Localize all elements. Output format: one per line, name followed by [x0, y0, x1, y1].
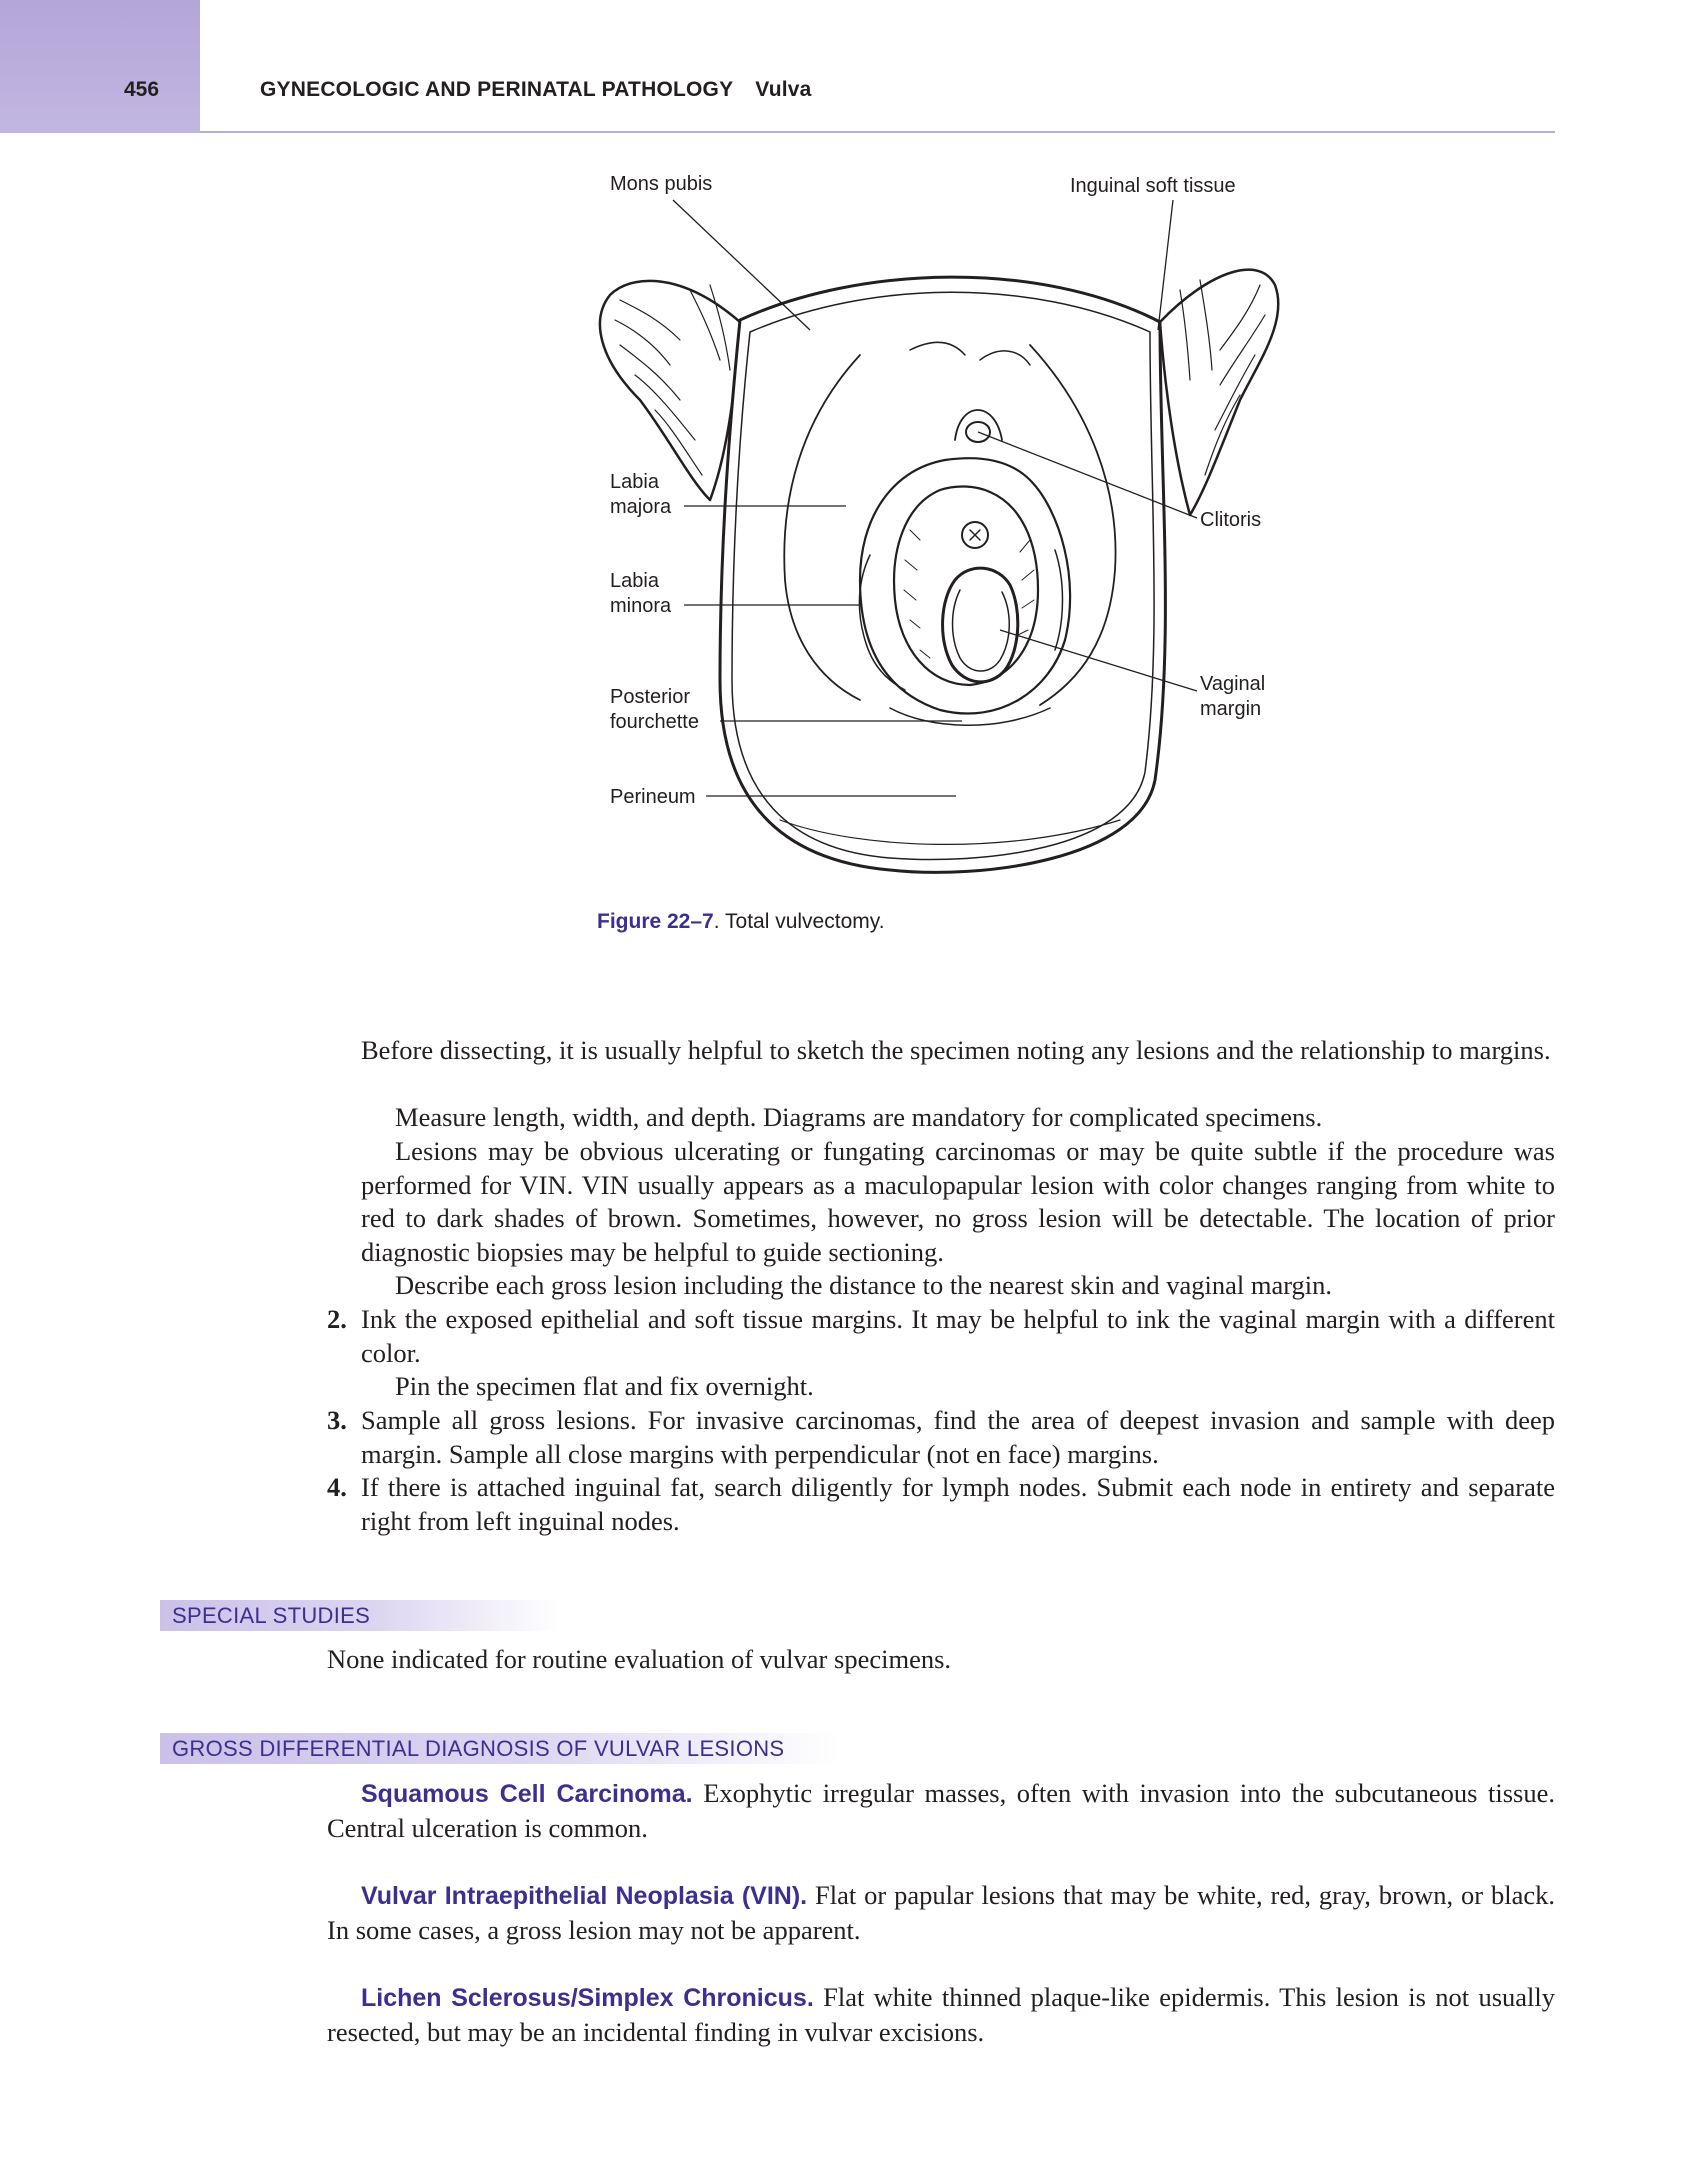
differential-heading: GROSS DIFFERENTIAL DIAGNOSIS OF VULVAR LESIONS	[160, 1733, 840, 1764]
text-vin: Flat or papular lesions that may be white, red, gray, brown, or black. In some cases, a gross lesion may not be apparent.	[327, 1880, 1555, 1945]
differential-entry-lichen	[327, 1981, 1555, 2049]
label-labia-majora-2: majora	[610, 496, 672, 518]
text-lichen: Flat white thinned plaque-like epidermis. This lesion is not usually resected, but may be an incidental finding in vulvar excisions.	[327, 1982, 1555, 2047]
vulvectomy-illustration	[560, 160, 1280, 900]
item-number-3: 3.	[327, 1405, 347, 1435]
item-number-4: 4.	[327, 1472, 347, 1502]
item-number-2: 2.	[327, 1304, 347, 1334]
right-inguinal-tissue	[1160, 270, 1278, 515]
section-title: Vulva	[755, 78, 812, 101]
page-tab	[0, 0, 200, 133]
label-vaginal-1: Vaginal	[1200, 673, 1266, 695]
paragraph-lesions: Lesions may be obvious ulcerating or fungating carcinomas or may be quite subtle if the procedure was performed for VIN. VIN usually appears as a maculopapular lesion with color changes ranging from white to red to dark shades of brown. Sometimes, however, no gross lesion will be detectable. The location of prior diagnostic biopsies may be helpful to guide sectioning.	[361, 1136, 1555, 1267]
label-inguinal: Inguinal soft tissue	[1070, 175, 1236, 197]
paragraph-sample: Sample all gross lesions. For invasive carcinomas, find the area of deepest invasion and sample with deep margin. Sample all close margins with perpendicular (not en face) margins.	[361, 1405, 1555, 1469]
special-studies-heading: SPECIAL STUDIES	[160, 1600, 560, 1631]
figure-number: Figure 22–7	[597, 910, 714, 933]
page-number: 456	[124, 78, 160, 101]
label-posterior-2: fourchette	[610, 711, 699, 733]
label-labia-majora-1: Labia	[610, 471, 659, 493]
label-vaginal-2: margin	[1200, 698, 1262, 720]
figure-caption-text: . Total vulvectomy.	[713, 910, 885, 933]
differential-entry-vin	[327, 1879, 1555, 1947]
paragraph-measure: Measure length, width, and depth. Diagrams are mandatory for complicated specimens.	[395, 1102, 1323, 1132]
term-vin: Vulvar Intraepithelial Neoplasia (VIN).	[361, 1882, 808, 1910]
label-clitoris: Clitoris	[1200, 509, 1262, 531]
term-scc: Squamous Cell Carcinoma.	[361, 1780, 693, 1808]
term-lichen: Lichen Sclerosus/Simplex Chronicus.	[361, 1984, 814, 2012]
label-posterior-1: Posterior	[610, 686, 691, 708]
running-head	[260, 78, 812, 102]
paragraph-describe: Describe each gross lesion including the distance to the nearest skin and vaginal margin.	[395, 1270, 1333, 1300]
header-rule	[200, 131, 1555, 133]
figure-caption	[597, 910, 885, 934]
label-mons-pubis: Mons pubis	[610, 173, 713, 195]
label-perineum: Perineum	[610, 786, 696, 808]
paragraph-inguinal: If there is attached inguinal fat, search diligently for lymph nodes. Submit each node in entirety and separate right from left inguinal nodes.	[361, 1472, 1555, 1536]
paragraph-pin: Pin the specimen flat and fix overnight.	[395, 1371, 814, 1401]
paragraph-sketch: Before dissecting, it is usually helpful to sketch the specimen noting any lesions and the relationship to margins.	[361, 1035, 1551, 1065]
paragraph-ink: Ink the exposed epithelial and soft tissue margins. It may be helpful to ink the vaginal margin with a different color.	[361, 1304, 1555, 1368]
label-labia-minora-2: minora	[610, 595, 672, 617]
special-studies-text: None indicated for routine evaluation of vulvar specimens.	[327, 1644, 952, 1674]
label-labia-minora-1: Labia	[610, 570, 659, 592]
differential-entry-scc	[327, 1777, 1555, 1845]
book-title: GYNECOLOGIC AND PERINATAL PATHOLOGY	[260, 78, 734, 101]
specimen-outline	[720, 277, 1165, 872]
text-scc: Exophytic irregular masses, often with invasion into the subcutaneous tissue. Central ulceration is common.	[327, 1778, 1555, 1843]
